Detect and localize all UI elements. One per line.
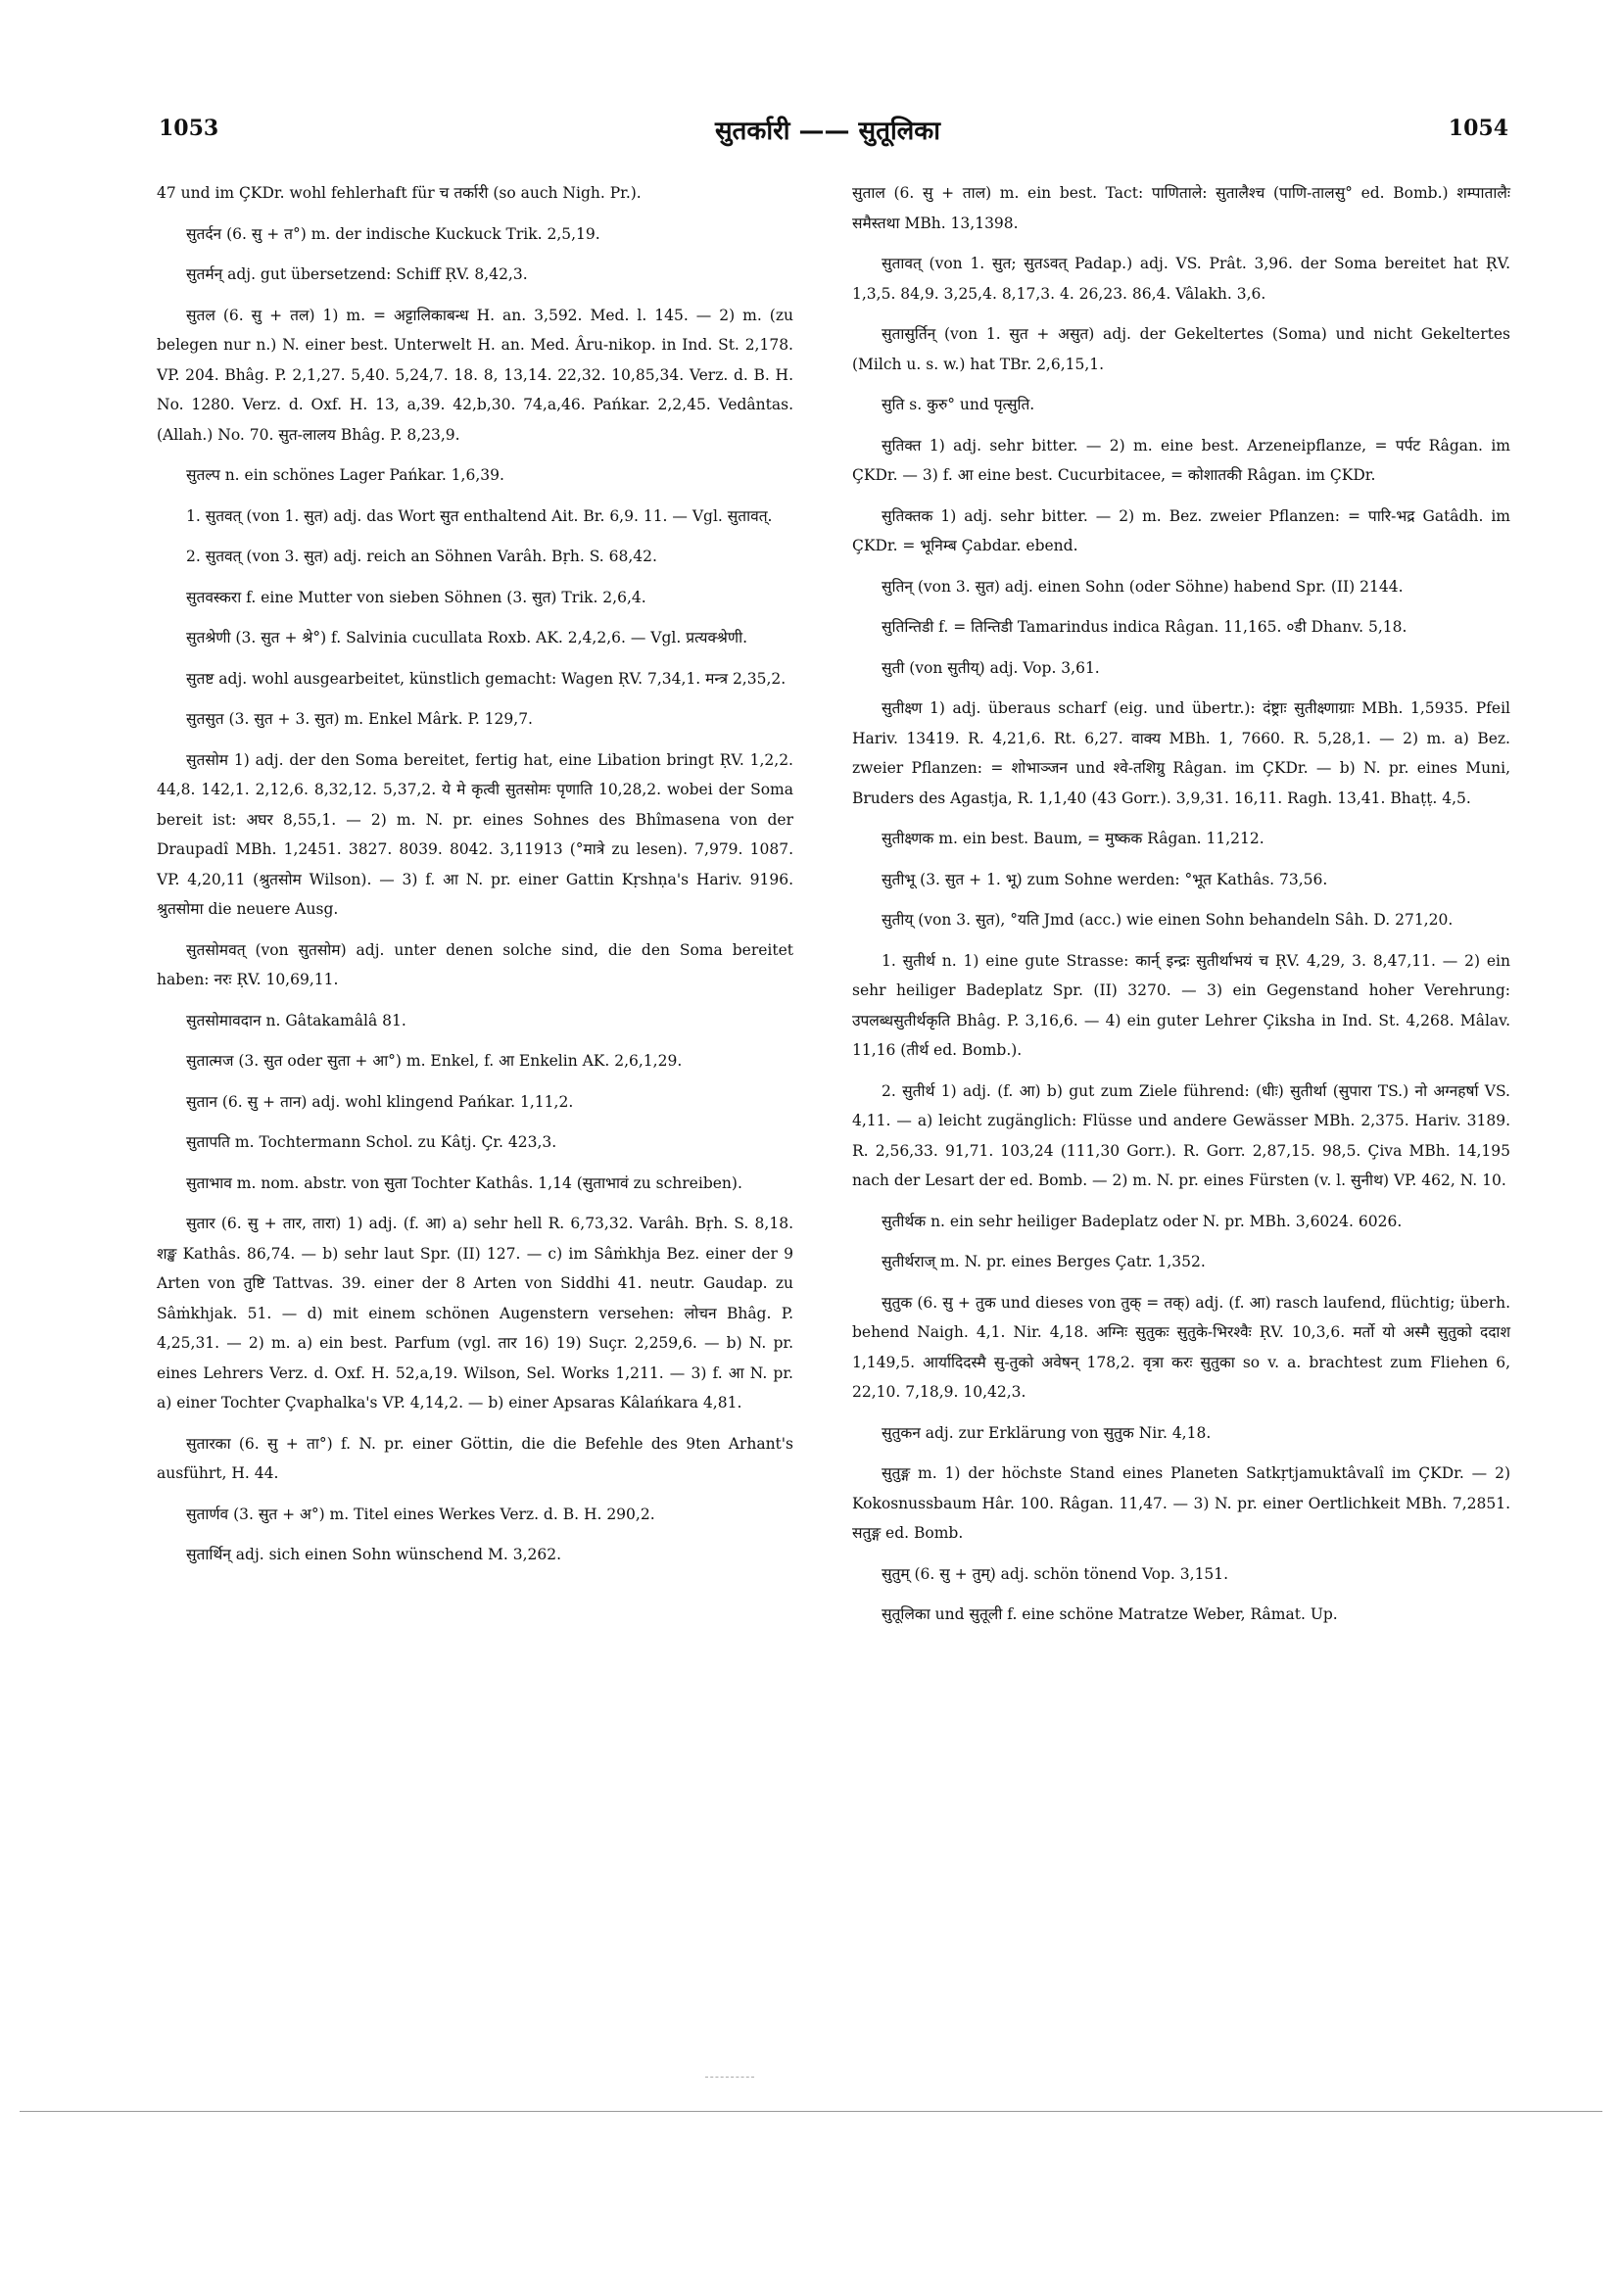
dictionary-entry: सुतार्णव (3. सुत + अ°) m. Titel eines Werkes Verz. d. B. H. 290,2.: [186, 1505, 655, 1523]
dictionary-entry: सुतीर्थक n. ein sehr heiliger Badeplatz oder N. pr. MBh. 3,6024. 6026.: [882, 1212, 1403, 1230]
dictionary-entry: सुतसुत (3. सुत + 3. सुत) m. Enkel Mârk. P. 129,7.: [186, 710, 533, 728]
dictionary-entry: सुतात्मज (3. सुत oder सुता + आ°) m. Enkel, f. आ Enkelin AK. 2,6,1,29.: [186, 1052, 683, 1070]
dictionary-entry: सुतिक्तक 1) adj. sehr bitter. — 2) m. Bez. zweier Pflanzen: = पारि-भद्र Gatâdh. im ÇKDr. = भूनिम्ब Çabdar. ebend.: [852, 506, 1510, 554]
dictionary-entry: सुतश्रेणी (3. सुत + श्रे°) f. Salvinia cucullata Roxb. AK. 2,4,2,6. — Vgl. प्रत्यक्श्रेणी.: [186, 629, 748, 646]
running-title: सुतर्कारी —— सुतूलिका: [714, 117, 941, 146]
dictionary-entry: सुतुङ्ग m. 1) der höchste Stand eines Planeten Satkṛtjamuktâvalî im ÇKDr. — 2) Kokosnussbaum Hâr. 100. Râgan. 11,47. — 3) N. pr. einer Oertlichkeit MBh. 7,2851. सतुङ्ग ed. Bomb.: [852, 1464, 1510, 1542]
dictionary-entry: 1. सुतीर्थ n. 1) eine gute Strasse: कार्न् इन्द्रः सुतीर्थाभयं च ṚV. 4,29, 3. 8,47,11. — 2) ein sehr heiliger Badeplatz Spr. (II) 3270. — 3) ein Gegenstand hoher Verehrung: उपलब्धसुतीर्थकृति Bhâg. P. 3,16,6. — 4) ein guter Lehrer Çiksha in Ind. St. 4,268. Mâlav. 11,16 (तीर्थ ed. Bomb.).: [852, 951, 1510, 1059]
dictionary-entry: सुति s. कुरु° und पृत्सुति.: [882, 396, 1035, 413]
dictionary-entry: सुतीक्ष्ण 1) adj. überaus scharf (eig. und übertr.): दंष्ट्राः सुतीक्ष्णाग्राः MBh. 1,5935. Pfeil Hariv. 13419. R. 4,21,6. Rt. 6,27. वाक्य MBh. 1, 7660. R. 5,28,1. — 2) m. a) Bez. zweier Pflanzen: = शोभाञ्जन und श्वे-तशिग्रु Râgan. im ÇKDr. — b) N. pr. eines Muni, Bruders des Agastja, R. 1,1,40 (43 Gorr.). 3,9,31. 16,11. Ragh. 13,41. Bhaṭṭ. 4,5.: [852, 699, 1510, 807]
dictionary-entry: सुतर्दन (6. सु + त°) m. der indische Kuckuck Trik. 2,5,19.: [186, 224, 600, 243]
dictionary-entry: सुतसोम 1) adj. der den Soma bereitet, fertig hat, eine Libation bringt ṚV. 1,2,2. 44,8. 142,1. 2,12,6. 8,32,12. 5,37,2. ये मे कृत्वी सुतसोमः पृणाति 10,28,2. wobei der Soma bereit ist: अघर 8,55,1. — 2) m. N. pr. eines Sohnes des Bhîmasena von der Draupadî MBh. 1,2451. 3827. 8039. 8042. 3,11913 (°मात्रे zu lesen). 7,979. 1087. VP. 4,20,11 (श्रुतसोम Wilson). — 3) f. आ N. pr. einer Gattin Kṛshṇa's Hariv. 9196. श्रुतसोमा die neuere Ausg.: [157, 750, 793, 918]
dictionary-entry: सुती (von सुतीय्) adj. Vop. 3,61.: [882, 658, 1100, 677]
dictionary-entry: सुतार (6. सु + तार, तारा) 1) adj. (f. आ) a) sehr hell R. 6,73,32. Varâh. Bṛh. S. 8,18. शङ्ख Kathâs. 86,74. — b) sehr laut Spr. (II) 127. — c) im Sâṁkhja Bez. einer der 9 Arten von तुष्टि Tattvas. 39. einer der 8 Arten von Siddhi 41. neutr. Gaudap. zu Sâṁkhjak. 51. — d) mit einem schönen Augenstern versehen: लोचन Bhâg. P. 4,25,31. — 2) m. a) ein best. Parfum (vgl. तार 16) 19) Suçr. 2,259,6. — b) N. pr. eines Lehrers Verz. d. Oxf. H. 52,a,19. Wilson, Sel. Works 1,211. — 3) f. आ N. pr. a) einer Tochter Çvaphalka's VP. 4,14,2. — b) einer Apsaras Kâlańkara 4,81.: [157, 1215, 793, 1411]
page-number-left: 1053: [159, 116, 219, 141]
dictionary-entry: सुतिन्तिडी f. = तिन्तिडी Tamarindus indica Râgan. 11,165. ०डी Dhanv. 5,18.: [882, 618, 1407, 636]
left-column: [157, 178, 793, 1581]
page-number-right: 1054: [1448, 116, 1508, 141]
dictionary-entry: सुतसोमवत् (von सुतसोम) adj. unter denen solche sind, die den Soma bereitet haben: नरः ṚV. 10,69,11.: [157, 940, 793, 988]
dictionary-entry: सुताल (6. सु + ताल) m. ein best. Tact: पाणिताले: सुतालैश्च (पाणि-तालसु° ed. Bomb.) शम्पातालैः समैस्तथा MBh. 13,1398.: [852, 184, 1510, 232]
dictionary-entry: सुतुक (6. सु + तुक und dieses von तुक् = तक्) adj. (f. आ) rasch laufend, flüchtig; überh. behend Naigh. 4,1. Nir. 4,18. अग्निः सुतुकः सुतुके-भिरश्वैः ṚV. 10,3,6. मर्तो यो अस्मै सुतुको ददाश 1,149,5. आर्यादिदस्मै सु-तुको अवेषन् 178,2. वृत्रा करः सुतुका so v. a. brachtest zum Fliehen 6, 22,10. 7,18,9. 10,42,3.: [852, 1293, 1510, 1401]
dictionary-entry: सुतान (6. सु + तान) adj. wohl klingend Pańkar. 1,11,2.: [186, 1092, 574, 1111]
dictionary-entry: सुतुम् (6. सु + तुम्) adj. schön tönend Vop. 3,151.: [882, 1564, 1229, 1583]
dictionary-entry: सुतवस्करा f. eine Mutter von sieben Söhnen (3. सुत) Trik. 2,6,4.: [186, 588, 646, 606]
dictionary-entry: सुतारका (6. सु + ता°) f. N. pr. einer Göttin, die die Befehle des 9ten Arhant's ausführt, H. 44.: [157, 1434, 793, 1482]
dictionary-entry: सुतष्ट adj. wohl ausgearbeitet, künstlich gemacht: Wagen ṚV. 7,34,1. मन्त्र 2,35,2.: [186, 669, 787, 688]
dictionary-entry: सुतर्मन् adj. gut übersetzend: Schiff ṚV. 8,42,3.: [186, 265, 528, 283]
dictionary-entry: 47 und im ÇKDr. wohl fehlerhaft für च तर्कारी (so auch Nigh. Pr.).: [157, 184, 642, 202]
footer-rule: [20, 2111, 1602, 2112]
dictionary-entry: सुतूलिका und सुतूली f. eine schöne Matratze Weber, Râmat. Up.: [882, 1605, 1338, 1623]
dictionary-entry: 2. सुतीर्थ 1) adj. (f. आ) b) gut zum Ziele führend: (धीः) सुतीर्था (सुपारा TS.) नो अग्नहर्षा VS. 4,11. — a) leicht zugänglich: Flüsse und andere Gewässer MBh. 2,375. Hariv. 3189. R. 2,56,33. 91,71. 103,24 (111,30 Gorr.). R. Gorr. 2,87,15. 98,5. Çiva MBh. 14,195 nach der Lesart der ed. Bomb. — 2) m. N. pr. eines Fürsten (v. l. सुनीथ) VP. 462, N. 10.: [852, 1081, 1510, 1189]
right-column: [852, 178, 1510, 1641]
dictionary-entry: सुताभाव m. nom. abstr. von सुता Tochter Kathâs. 1,14 (सुताभावं zu schreiben).: [186, 1173, 742, 1192]
page-mark: [705, 2077, 754, 2078]
dictionary-entry: सुतिन् (von 3. सुत) adj. einen Sohn (oder Söhne) habend Spr. (II) 2144.: [882, 577, 1404, 596]
dictionary-entry: सुतीर्थराज् m. N. pr. eines Berges Çatr. 1,352.: [882, 1253, 1206, 1270]
dictionary-entry: सुतिक्त 1) adj. sehr bitter. — 2) m. eine best. Arzeneipflanze, = पर्पट Râgan. im ÇKDr. — 3) f. आ eine best. Cucurbitacee, = कोशातकी Râgan. im ÇKDr.: [852, 436, 1510, 484]
dictionary-entry: सुतसोमावदान n. Gâtakamâlâ 81.: [186, 1011, 406, 1029]
dictionary-entry: सुतल्प n. ein schönes Lager Pańkar. 1,6,39.: [186, 466, 504, 484]
dictionary-entry: सुतावत् (von 1. सुत; सुतऽवत् Padap.) adj. VS. Prât. 3,96. der Soma bereitet hat ṚV. 1,3,5. 84,9. 3,25,4. 8,17,3. 4. 26,23. 86,4. Vâlakh. 3,6.: [852, 255, 1510, 303]
dictionary-entry: सुतल (6. सु + तल) 1) m. = अट्टालिकाबन्ध H. an. 3,592. Med. l. 145. — 2) m. (zu belegen nur n.) N. einer best. Unterwelt H. an. Med. Âru-nikop. in Ind. St. 2,178. VP. 204. Bhâg. P. 2,1,27. 5,40. 5,24,7. 18. 8, 13,14. 22,32. 10,85,34. Verz. d. B. H. No. 1280. Verz. d. Oxf. H. 13, a,39. 42,b,30. 74,a,46. Pańkar. 2,2,45. Vedântas. (Allah.) No. 70. सुत-लालय Bhâg. P. 8,23,9.: [157, 306, 793, 444]
page-header: [147, 108, 1508, 157]
dictionary-entry: सुतापति m. Tochtermann Schol. zu Kâtj. Çr. 423,3.: [186, 1133, 557, 1151]
dictionary-entry: सुतीक्ष्णक m. ein best. Baum, = मुष्कक Râgan. 11,212.: [882, 830, 1264, 847]
dictionary-entry: सुतार्थिन् adj. sich einen Sohn wünschend M. 3,262.: [186, 1546, 562, 1563]
dictionary-entry: 1. सुतवत् (von 1. सुत) adj. das Wort सुत enthaltend Ait. Br. 6,9. 11. — Vgl. सुतावत्.: [186, 506, 773, 525]
dictionary-entry: सुतासुर्तिन् (von 1. सुत + असुत) adj. der Gekeltertes (Soma) und nicht Gekeltertes (Milch u. s. w.) hat TBr. 2,6,15,1.: [852, 325, 1510, 373]
dictionary-entry: सुतीय् (von 3. सुत), °यति Jmd (acc.) wie einen Sohn behandeln Sâh. D. 271,20.: [882, 911, 1454, 929]
dictionary-entry: 2. सुतवत् (von 3. सुत) adj. reich an Söhnen Varâh. Bṛh. S. 68,42.: [186, 548, 657, 565]
dictionary-entry: सुतीभू (3. सुत + 1. भू) zum Sohne werden: °भूत Kathâs. 73,56.: [882, 870, 1328, 888]
dictionary-entry: सुतुकन adj. zur Erklärung von सुतुक Nir. 4,18.: [882, 1423, 1212, 1442]
